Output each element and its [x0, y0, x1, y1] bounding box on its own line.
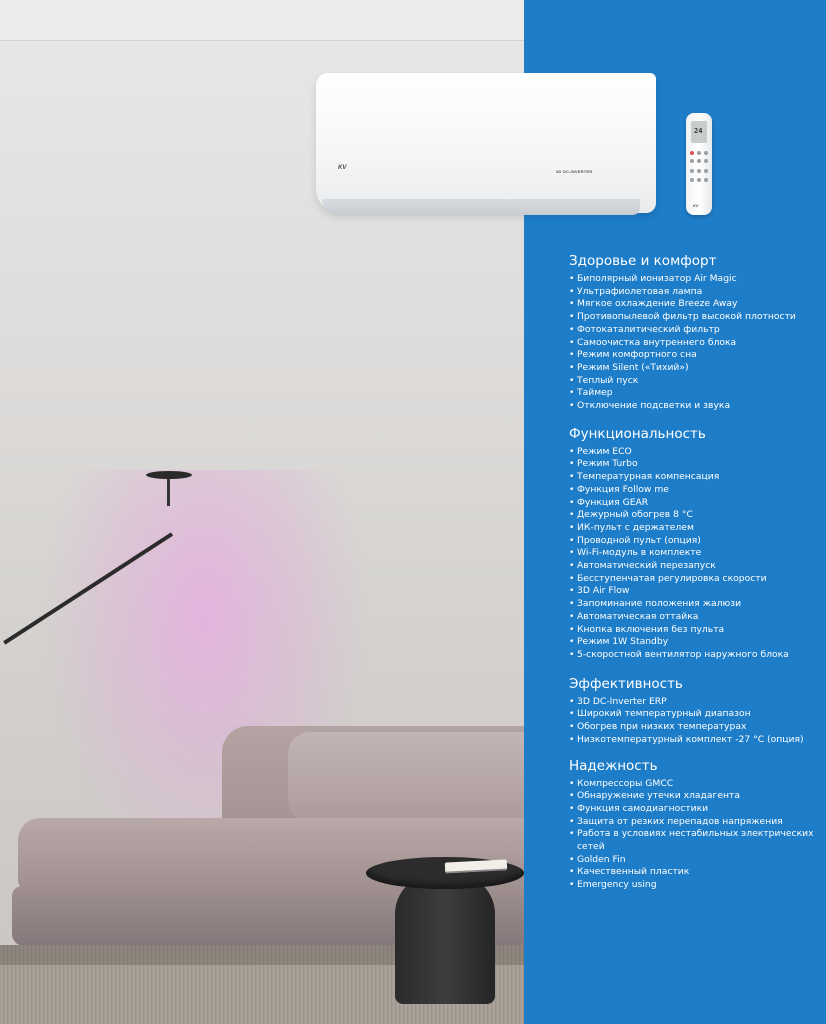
remote-brand-logo: KV — [693, 203, 699, 208]
floor-lamp-head — [146, 471, 192, 479]
list-item: • 5-скоростной вентилятор наружного блока — [569, 649, 819, 662]
list-item: • Режим комфортного сна — [569, 349, 819, 362]
list-item: • Теплый пуск — [569, 375, 819, 388]
remote-button-icon — [704, 178, 708, 182]
list-item: • Компрессоры GMCC — [569, 778, 819, 791]
list-item: • Функция Follow me — [569, 484, 819, 497]
feature-list — [569, 273, 819, 413]
remote-button-icon — [690, 169, 694, 173]
sofa-cushion — [288, 732, 524, 822]
remote-button-icon — [704, 159, 708, 163]
section-title: Надежность — [569, 757, 658, 774]
remote-button-icon — [697, 151, 701, 155]
list-item: • Защита от резких перепадов напряжения — [569, 816, 819, 829]
section-title: Здоровье и комфорт — [569, 253, 717, 269]
section-reliability — [569, 757, 819, 892]
section-title: Функциональность — [569, 425, 706, 442]
list-item: • Дежурный обогрев 8 °С — [569, 509, 819, 522]
section-health-comfort — [569, 252, 819, 413]
ac-inverter-label: 3D DC-INVERTER — [556, 169, 593, 174]
list-item: • Качественный пластик — [569, 866, 819, 879]
list-item: • Таймер — [569, 387, 819, 400]
list-item: • Мягкое охлаждение Breeze Away — [569, 298, 819, 311]
list-item: • Обнаружение утечки хладагента — [569, 790, 819, 803]
side-table-base — [395, 874, 495, 1004]
list-item: • Противопылевой фильтр высокой плотности — [569, 311, 819, 324]
feature-list-content — [569, 252, 819, 892]
air-conditioner-unit — [316, 73, 656, 221]
remote-button-icon — [690, 178, 694, 182]
list-item: • Самоочистка внутреннего блока — [569, 337, 819, 350]
list-item: • Температурная компенсация — [569, 471, 819, 484]
remote-display — [691, 121, 707, 143]
floor-lamp-stem — [167, 476, 170, 506]
remote-button-icon — [697, 169, 701, 173]
list-item: • Режим ECO — [569, 446, 819, 459]
feature-list — [569, 446, 819, 662]
feature-list — [569, 778, 819, 892]
list-item: • 3D Air Flow — [569, 585, 819, 598]
list-item: • Фотокаталитический фильтр — [569, 324, 819, 337]
power-button-icon — [690, 151, 694, 155]
list-item: • Обогрев при низких температурах — [569, 721, 819, 734]
list-item: • Функция GEAR — [569, 497, 819, 510]
ceiling — [0, 0, 524, 41]
list-item: • ИК-пульт с держателем — [569, 522, 819, 535]
remote-control — [686, 113, 712, 215]
ac-unit-body — [316, 73, 656, 213]
ac-brand-logo: KV — [338, 165, 347, 171]
list-item: • Автоматический перезапуск — [569, 560, 819, 573]
ac-unit-vent — [322, 199, 640, 215]
list-item: • Низкотемпературный комплект -27 °С (опция) — [569, 734, 819, 747]
section-efficiency — [569, 675, 819, 747]
remote-button-icon — [704, 169, 708, 173]
list-item: • Кнопка включения без пульта — [569, 624, 819, 637]
list-item: • Функция самодиагностики — [569, 803, 819, 816]
list-item: • Бесступенчатая регулировка скорости — [569, 573, 819, 586]
list-item: • Отключение подсветки и звука — [569, 400, 819, 413]
remote-button-icon — [697, 178, 701, 182]
list-item: • Запоминание положения жалюзи — [569, 598, 819, 611]
list-item: • Широкий температурный диапазон — [569, 708, 819, 721]
list-item: • Wi-Fi-модуль в комплекте — [569, 547, 819, 560]
list-item: • Проводной пульт (опция) — [569, 535, 819, 548]
feature-list — [569, 696, 819, 747]
section-title: Эффективность — [569, 675, 683, 692]
list-item: • Ультрафиолетовая лампа — [569, 286, 819, 299]
remote-temperature: 24 — [694, 127, 703, 135]
list-item: • Golden Fin — [569, 854, 819, 867]
remote-button-icon — [704, 151, 708, 155]
list-item: • Биполярный ионизатор Air Magic — [569, 273, 819, 286]
list-item: • Режим Silent («Тихий») — [569, 362, 819, 375]
list-item: • Автоматическая оттайка — [569, 611, 819, 624]
list-item: • Работа в условиях нестабильных электрических сетей — [569, 828, 819, 853]
list-item: • Emergency using — [569, 879, 819, 892]
list-item: • Режим 1W Standby — [569, 636, 819, 649]
remote-button-icon — [690, 159, 694, 163]
list-item: • 3D DC-Inverter ERP — [569, 696, 819, 709]
list-item: • Режим Turbo — [569, 458, 819, 471]
section-functionality — [569, 425, 819, 662]
remote-button-icon — [697, 159, 701, 163]
